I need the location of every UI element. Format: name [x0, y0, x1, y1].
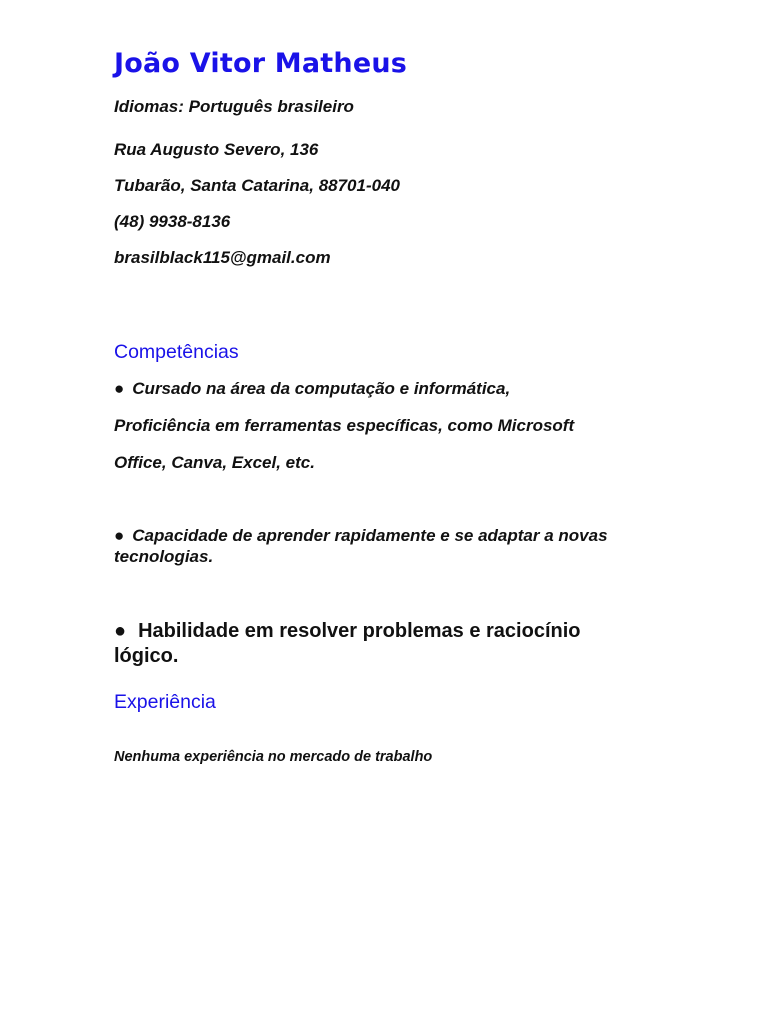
experience-heading: Experiência: [114, 691, 216, 713]
competency-item-3: [114, 619, 634, 669]
candidate-name: João Vitor Matheus: [114, 48, 408, 79]
competency-item-1-line-2: Proficiência em ferramentas específicas, como Microsoft: [114, 416, 575, 435]
address-line-2: Tubarão, Santa Catarina, 88701-040: [114, 176, 400, 195]
competency-item-1-line-1: [114, 379, 510, 399]
competency-item-2-text: Capacidade de aprender rapidamente e se adaptar a novas tecnologias.: [114, 526, 608, 566]
email-address: brasilblack115@gmail.com: [114, 248, 331, 267]
address-line-1: Rua Augusto Severo, 136: [114, 140, 319, 159]
competency-item-3-text: Habilidade em resolver problemas e raciocínio lógico.: [114, 620, 581, 667]
bullet-icon: ●: [114, 526, 125, 545]
languages-line: Idiomas: Português brasileiro: [114, 97, 354, 116]
competency-item-1-line-3: Office, Canva, Excel, etc.: [114, 453, 315, 472]
competencies-heading: Competências: [114, 341, 239, 363]
bullet-icon: ●: [114, 620, 127, 642]
competency-item-2: [114, 525, 654, 567]
bullet-icon: ●: [114, 379, 125, 398]
experience-note: Nenhuma experiência no mercado de trabalho: [114, 749, 433, 765]
competency-item-1-text: Cursado na área da computação e informática,: [132, 379, 511, 398]
phone-number: (48) 9938-8136: [114, 212, 231, 231]
